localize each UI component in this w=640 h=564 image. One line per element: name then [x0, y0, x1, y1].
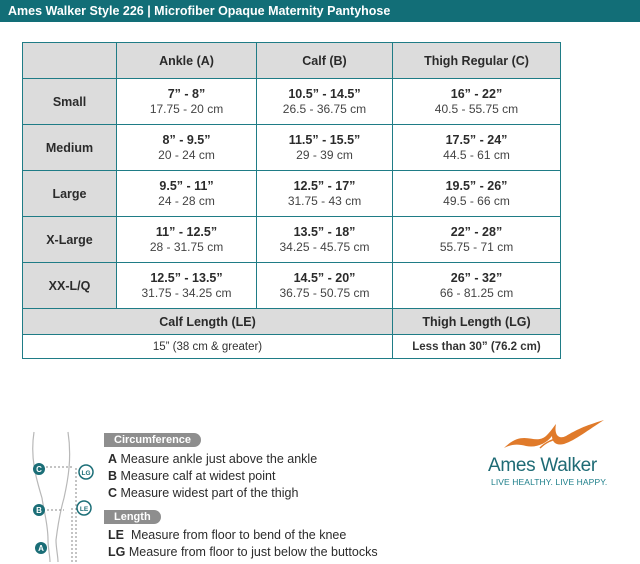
- thigh-cell: [393, 263, 561, 309]
- legend-item-b: [108, 468, 275, 484]
- thigh-cell: [393, 79, 561, 125]
- legend-text: Measure ankle just above the ankle: [120, 452, 318, 466]
- corner-cell: [23, 43, 117, 79]
- thigh-inches: 26” - 32”: [450, 271, 503, 285]
- thigh-cm: 40.5 - 55.75 cm: [434, 102, 519, 116]
- leg-measurement-diagram: [28, 428, 104, 564]
- thigh-inches: 16” - 22”: [450, 87, 503, 101]
- marker-a: A: [38, 544, 44, 553]
- ankle-cell: [117, 217, 257, 263]
- legend-key: A: [108, 452, 118, 466]
- legend-text: Measure calf at widest point: [120, 469, 276, 483]
- ankle-cell: [117, 263, 257, 309]
- legend-item-lg: [108, 544, 378, 560]
- marker-le: LE: [79, 506, 89, 513]
- size-row-large: [23, 171, 561, 217]
- marker-lg: LG: [81, 470, 91, 477]
- legend-item-a: [108, 451, 317, 467]
- ankle-cell: [117, 125, 257, 171]
- column-header-ankle: Ankle (A): [117, 43, 257, 79]
- length-value-row: [23, 335, 561, 359]
- size-label: Large: [23, 171, 117, 217]
- column-header-thigh: Thigh Regular (C): [393, 43, 561, 79]
- calf-length-value: 15” (38 cm & greater): [23, 335, 393, 359]
- thigh-cm: 44.5 - 61 cm: [443, 148, 510, 162]
- thigh-cell: [393, 217, 561, 263]
- calf-cm: 29 - 39 cm: [296, 148, 353, 162]
- ankle-cm: 20 - 24 cm: [158, 148, 215, 162]
- ankle-inches: 7” - 8”: [167, 87, 206, 101]
- calf-cm: 26.5 - 36.75 cm: [282, 102, 367, 116]
- calf-cell: [257, 263, 393, 309]
- thigh-inches: 17.5” - 24”: [445, 133, 508, 147]
- legend-item-c: [108, 485, 298, 501]
- length-heading: Length: [104, 510, 161, 524]
- size-label: Medium: [23, 125, 117, 171]
- calf-cm: 34.25 - 45.75 cm: [279, 240, 370, 254]
- size-row-small: [23, 79, 561, 125]
- length-header-row: [23, 309, 561, 335]
- calf-inches: 12.5” - 17”: [293, 179, 356, 193]
- column-header-calf: Calf (B): [257, 43, 393, 79]
- size-row-xx-l-q: [23, 263, 561, 309]
- ankle-cm: 17.75 - 20 cm: [149, 102, 224, 116]
- thigh-length-header: Thigh Length (LG): [393, 309, 561, 335]
- ankle-inches: 8” - 9.5”: [162, 133, 211, 147]
- brand-name: Ames Walker: [488, 455, 597, 476]
- thigh-cm: 49.5 - 66 cm: [443, 194, 510, 208]
- ankle-inches: 12.5” - 13.5”: [150, 271, 223, 285]
- legend-text: Measure from floor to bend of the knee: [130, 528, 347, 542]
- size-label: X-Large: [23, 217, 117, 263]
- size-row-x-large: [23, 217, 561, 263]
- thigh-cell: [393, 125, 561, 171]
- ankle-cell: [117, 79, 257, 125]
- thigh-cm: 66 - 81.25 cm: [439, 286, 514, 300]
- calf-inches: 11.5” - 15.5”: [288, 133, 361, 147]
- legend-text: Measure from floor to just below the buttocks: [128, 545, 378, 559]
- calf-length-header: Calf Length (LE): [23, 309, 393, 335]
- page-title: Ames Walker Style 226 | Microfiber Opaque Maternity Pantyhose: [0, 0, 640, 22]
- marker-c: C: [36, 465, 42, 474]
- brand-tagline: LIVE HEALTHY. LIVE HAPPY.: [491, 477, 608, 487]
- thigh-cm: 55.75 - 71 cm: [439, 240, 514, 254]
- thigh-inches: 19.5” - 26”: [445, 179, 508, 193]
- ankle-cm: 31.75 - 34.25 cm: [141, 286, 232, 300]
- calf-cell: [257, 217, 393, 263]
- legend-key: C: [108, 486, 118, 500]
- legend-key: LG: [108, 545, 126, 559]
- legend-key: LE: [108, 528, 124, 542]
- thigh-length-value: Less than 30” (76.2 cm): [393, 335, 561, 359]
- thigh-cell: [393, 171, 561, 217]
- legend-text: Measure widest part of the thigh: [120, 486, 299, 500]
- ankle-inches: 11” - 12.5”: [155, 225, 218, 239]
- calf-cell: [257, 79, 393, 125]
- legend-item-le: [108, 527, 346, 543]
- calf-cell: [257, 171, 393, 217]
- size-label: XX-L/Q: [23, 263, 117, 309]
- ankle-cm: 28 - 31.75 cm: [149, 240, 224, 254]
- calf-inches: 14.5” - 20”: [293, 271, 356, 285]
- calf-inches: 13.5” - 18”: [293, 225, 356, 239]
- thigh-inches: 22” - 28”: [450, 225, 503, 239]
- size-label: Small: [23, 79, 117, 125]
- leg-outline: [33, 432, 70, 562]
- calf-cell: [257, 125, 393, 171]
- ankle-cell: [117, 171, 257, 217]
- marker-b: B: [36, 506, 42, 515]
- size-chart-table: [22, 42, 561, 359]
- calf-cm: 36.75 - 50.75 cm: [279, 286, 370, 300]
- ankle-cm: 24 - 28 cm: [158, 194, 215, 208]
- size-chart-header-row: [23, 43, 561, 79]
- ankle-inches: 9.5” - 11”: [159, 179, 214, 193]
- legend-key: B: [108, 469, 118, 483]
- calf-cm: 31.75 - 43 cm: [287, 194, 362, 208]
- circumference-heading: Circumference: [104, 433, 201, 447]
- size-row-medium: [23, 125, 561, 171]
- calf-inches: 10.5” - 14.5”: [288, 87, 361, 101]
